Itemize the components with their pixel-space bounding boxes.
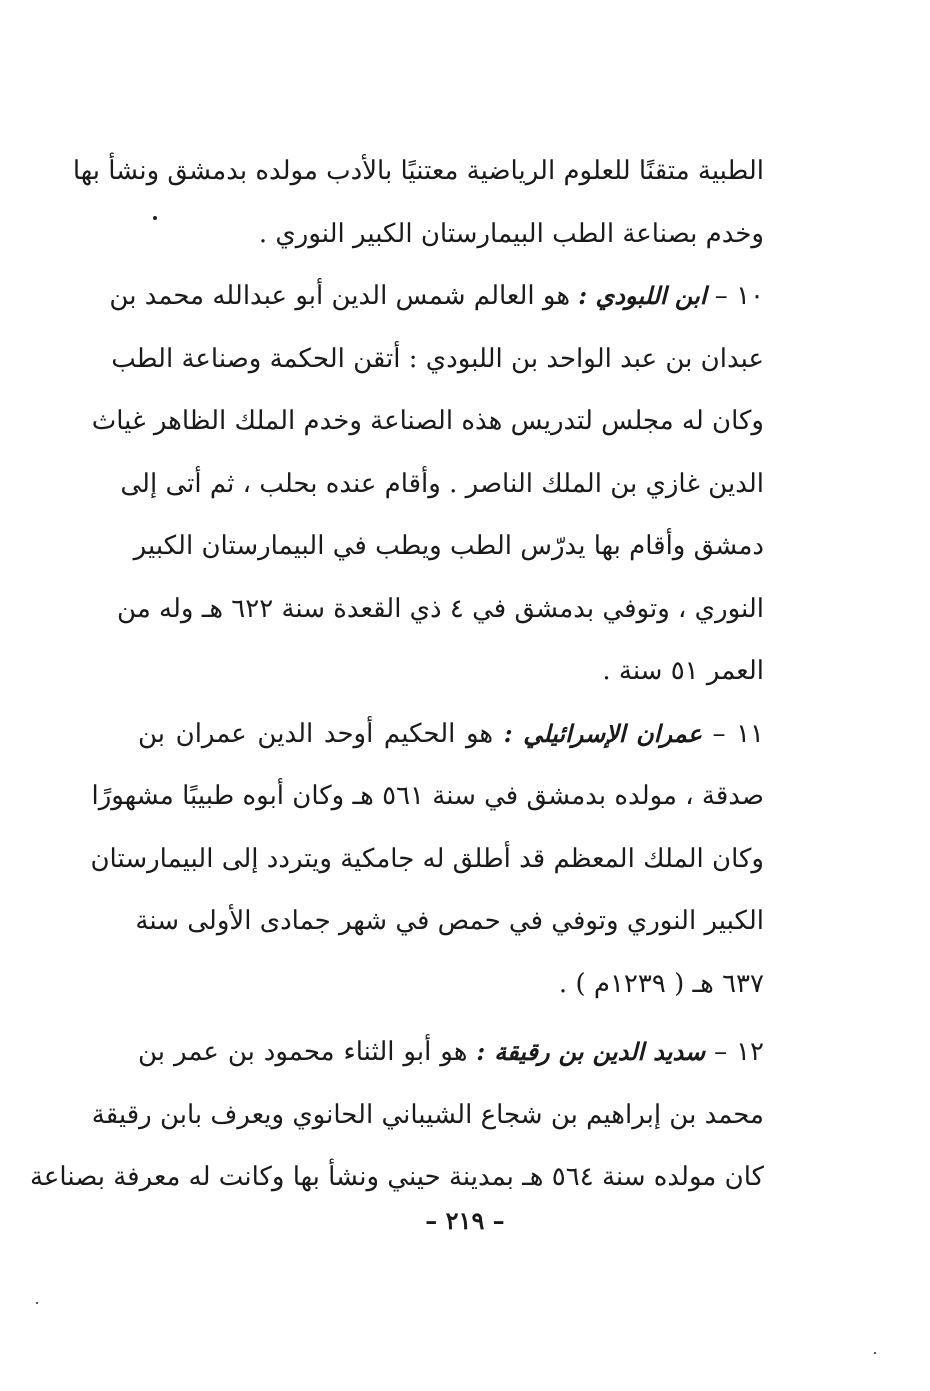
- entry-number: ١٠ –: [714, 281, 764, 311]
- text-line: هو الحكيم أوحد الدين عمران بن: [138, 718, 494, 749]
- entry-10: [91, 265, 764, 703]
- entry-number: ١٢ –: [714, 1037, 765, 1067]
- text-line: دمشق وأقام بها يدرّس الطب ويطب في البيمارستان الكبير: [133, 531, 764, 561]
- entry-name: ابن اللبودي :: [578, 281, 707, 310]
- print-speck: [36, 1302, 38, 1304]
- text-line: محمد بن إبراهيم بن شجاع الشيباني الحانوي ويعرف بابن رقيقة: [91, 1099, 764, 1130]
- print-speck: [874, 1352, 876, 1354]
- entry-heading-line: [138, 703, 764, 766]
- text-line: صدقة ، مولده بدمشق في سنة ٥٦١ هـ وكان أبوه طبيبًا مشهورًا: [91, 781, 764, 811]
- text-line: عبدان بن عبد الواحد بن اللبودي : أتقن الحكمة وصناعة الطب: [111, 343, 764, 374]
- entry-number: ١١ –: [712, 718, 765, 749]
- entry-12: [29, 1021, 765, 1209]
- paragraph-continuation: [72, 140, 764, 265]
- print-speck: [153, 216, 157, 220]
- entry-heading-line: [138, 1021, 764, 1084]
- text-line: العمر ٥١ سنة .: [602, 656, 764, 686]
- text-line: وخدم بصناعة الطب البيمارستان الكبير النوري .: [258, 218, 764, 249]
- entry-name: سديد الدين بن رقيقة :: [476, 1037, 706, 1066]
- text-line: وكان له مجلس لتدريس هذه الصناعة وخدم الملك الظاهر غياث: [91, 406, 764, 436]
- text-line: وكان الملك المعظم قد أطلق له جامكية ويتردد إلى البيمارستان: [90, 843, 764, 874]
- entry-name: عمران الإسرائيلي :: [503, 718, 702, 748]
- text-line: النوري ، وتوفي بدمشق في ٤ ذي القعدة سنة ٦٢٢ هـ وله من: [117, 593, 764, 624]
- text-line: كان مولده سنة ٥٦٤ هـ بمدينة حيني ونشأ بها وكانت له معرفة بصناعة: [29, 1162, 764, 1192]
- text-line: الدين غازي بن الملك الناصر . وأقام عنده بحلب ، ثم أتى إلى: [120, 468, 764, 499]
- page-body: [29, 140, 765, 1209]
- text-line: هو العالم شمس الدين أبو عبدالله محمد بن: [109, 281, 571, 311]
- entry-heading-line: [109, 265, 764, 328]
- text-line: الكبير النوري وتوفي في حمص في شهر جمادى الأولى سنة: [135, 906, 764, 936]
- text-line: الطبية متقنًا للعلوم الرياضية معتنيًا بالأدب مولده بدمشق ونشأ بها: [72, 156, 764, 186]
- text-line: هو أبو الثناء محمود بن عمر بن: [138, 1037, 468, 1067]
- text-line: ٦٣٧ هـ ( ١٢٣٩م ) .: [558, 968, 764, 999]
- entry-11: [90, 703, 765, 1016]
- page-number: – ٢١٩ –: [425, 1206, 505, 1235]
